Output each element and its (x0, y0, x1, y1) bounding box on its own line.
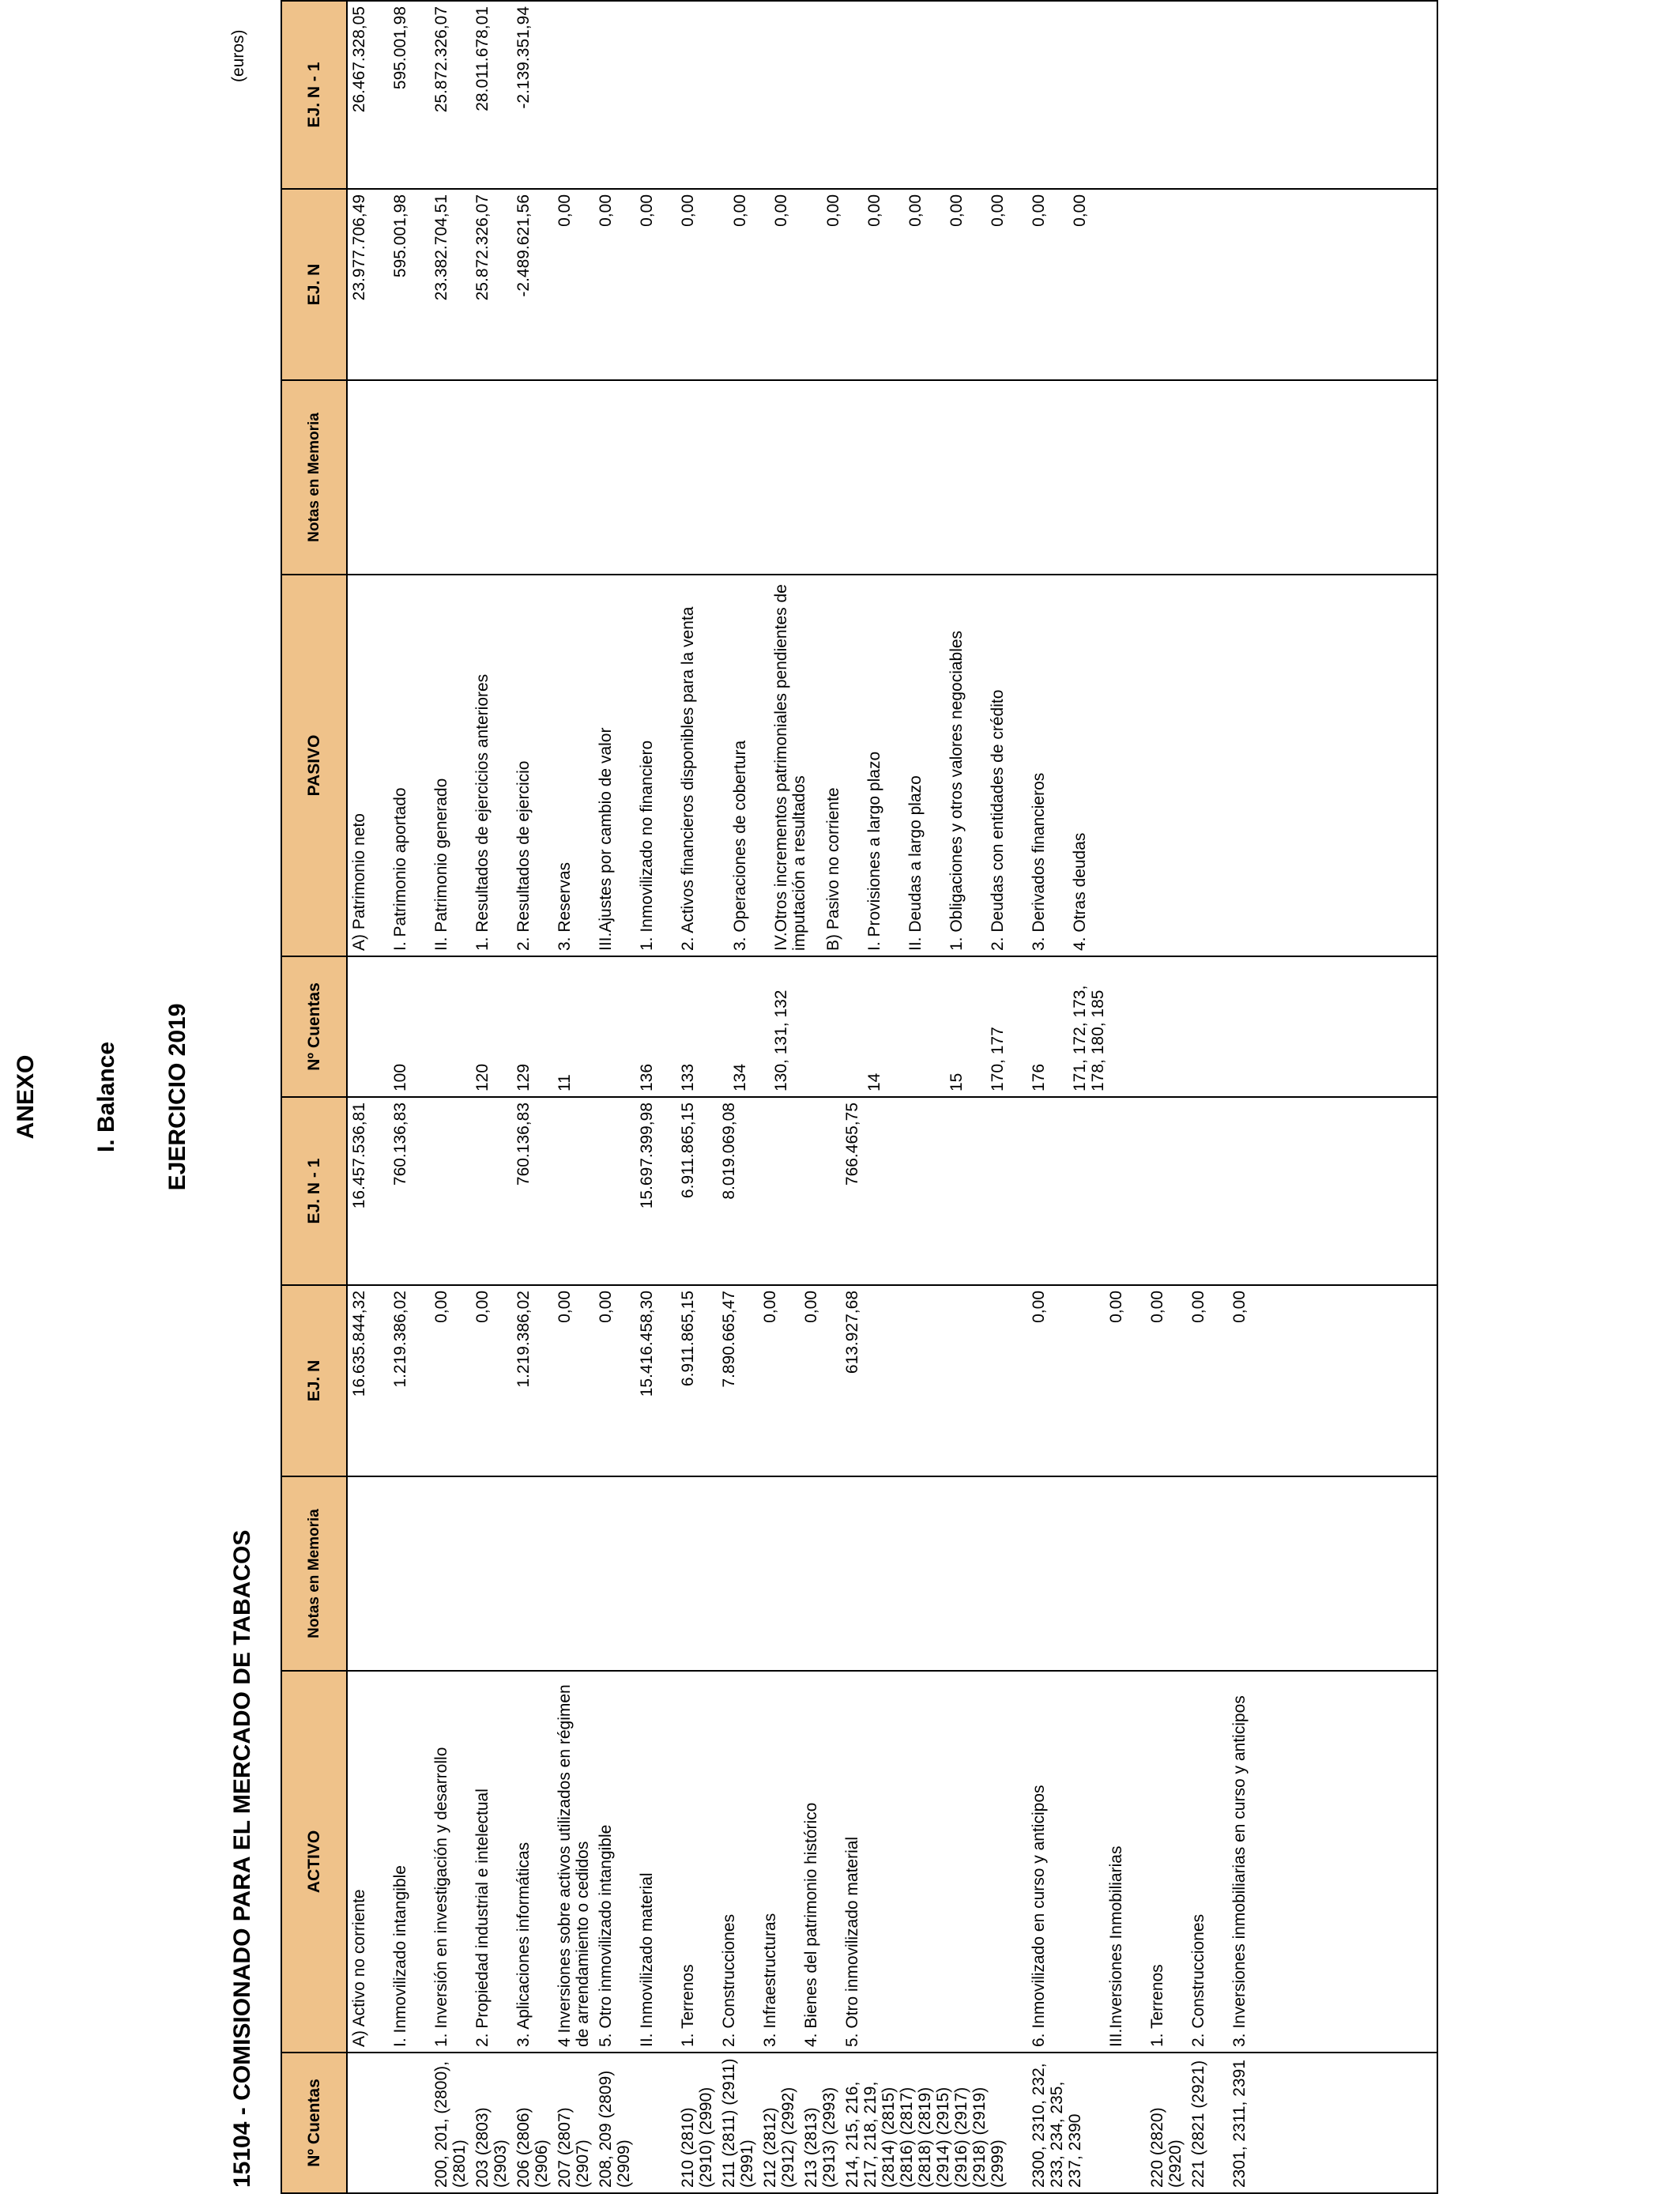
activo-notas-cell (594, 1476, 635, 1671)
activo-cuentas-cell: 200, 201, (2800), (2801) (430, 2053, 471, 2193)
pasivo-row (945, 1, 986, 1097)
pasivo-cuentas-cell: 100 (389, 956, 430, 1097)
pasivo-row (822, 1, 863, 1097)
pasivo-notas-cell (1068, 380, 1121, 575)
activo-cuentas-cell: 210 (2810) (2910) (2990) (676, 2053, 718, 2193)
activo-ej-n1-cell: 760.136,83 (512, 1097, 553, 1285)
activo-ej-n1-cell: 766.465,75 (841, 1097, 1027, 1285)
activo-ej-n1-cell: 8.019.069,08 (718, 1097, 759, 1285)
activo-cuentas-cell: 213 (2813) (2913) (2993) (800, 2053, 841, 2193)
pasivo-ej-n1-cell: -2.139.351,94 (512, 1, 553, 189)
pasivo-concepto-cell: II. Deudas a largo plazo (904, 575, 945, 956)
pasivo-concepto-cell: 3. Derivados financieros (1027, 575, 1068, 956)
activo-table (281, 1096, 1438, 2194)
pasivo-ej-n1-cell: 28.011.678,01 (471, 1, 512, 189)
pasivo-filler-row (1121, 1, 1437, 1097)
activo-cuentas-cell (1105, 2053, 1146, 2193)
pasivo-ej-n1-cell: 595.001,98 (389, 1, 430, 189)
activo-concepto-cell: 2. Propiedad industrial e intelectual (471, 1671, 512, 2053)
activo-filler-cell (1269, 1671, 1437, 2053)
pasivo-row (770, 1, 822, 1097)
pasivo-ej-n-cell: 0,00 (1068, 189, 1121, 380)
pasivo-notas-cell (729, 380, 770, 575)
activo-notas-cell (759, 1476, 800, 1671)
pasivo-row (347, 1, 389, 1097)
activo-filler-row (1269, 1097, 1437, 2193)
activo-ej-n1-cell (594, 1097, 635, 1285)
pasivo-notas-cell (904, 380, 945, 575)
activo-notas-cell (1105, 1476, 1146, 1671)
pasivo-concepto-cell: 2. Deudas con entidades de crédito (986, 575, 1027, 956)
activo-row (512, 1097, 553, 2193)
activo-cuentas-cell: 221 (2821 (2921) (1187, 2053, 1228, 2193)
pasivo-filler-cell (1121, 575, 1437, 956)
activo-concepto-cell: 5. Otro inmovilizado intangible (594, 1671, 635, 2053)
pasivo-ej-n1-cell (986, 1, 1027, 189)
activo-ej-n1-cell: 760.136,83 (389, 1097, 430, 1285)
activo-ej-n1-cell (1187, 1097, 1228, 1285)
pasivo-ej-n1-cell: 26.467.328,05 (347, 1, 389, 189)
pasivo-ej-n1-cell (822, 1, 863, 189)
activo-row (430, 1097, 471, 2193)
pasivo-concepto-cell: 2. Activos financieros disponibles para la venta (676, 575, 729, 956)
pasivo-cuentas-cell: 15 (945, 956, 986, 1097)
pasivo-notas-cell (1027, 380, 1068, 575)
pasivo-ej-n1-cell (945, 1, 986, 189)
activo-notas-cell (471, 1476, 512, 1671)
activo-notas-cell (1146, 1476, 1187, 1671)
activo-ej-n-cell: 16.635.844,32 (347, 1285, 389, 1476)
pasivo-notas-cell (945, 380, 986, 575)
pasivo-notas-cell (594, 380, 635, 575)
activo-ej-n-cell: 0,00 (553, 1285, 594, 1476)
pasivo-filler-cell (1121, 1, 1437, 189)
activo-ej-n-cell: 0,00 (1105, 1285, 1146, 1476)
activo-ej-n-cell: 0,00 (759, 1285, 800, 1476)
activo-concepto-cell: A) Activo no corriente (347, 1671, 389, 2053)
pasivo-ej-n1-cell (676, 1, 729, 189)
activo-ej-n-cell: 613.927,68 (841, 1285, 1027, 1476)
activo-header-row (281, 1097, 347, 2193)
pasivo-ej-n-cell: 23.382.704,51 (430, 189, 471, 380)
pasivo-ej-n1-cell (594, 1, 635, 189)
pasivo-concepto-cell: A) Patrimonio neto (347, 575, 389, 956)
activo-concepto-cell: 4. Bienes del patrimonio histórico (800, 1671, 841, 2053)
pasivo-cuentas-cell: 129 (512, 956, 553, 1097)
activo-ej-n-cell: 1.219.386,02 (512, 1285, 553, 1476)
pasivo-ej-n-cell: 0,00 (676, 189, 729, 380)
pasivo-cuentas-cell: 136 (635, 956, 676, 1097)
pasivo-concepto-cell: III.Ajustes por cambio de valor (594, 575, 635, 956)
pasivo-row (512, 1, 553, 1097)
activo-row (841, 1097, 1027, 2193)
activo-ej-n1-cell: 16.457.536,81 (347, 1097, 389, 1285)
activo-row (718, 1097, 759, 2193)
activo-notas-cell (718, 1476, 759, 1671)
activo-concepto-cell: 1. Inversión en investigación y desarrollo (430, 1671, 471, 2053)
pasivo-row (635, 1, 676, 1097)
activo-ej-n-cell: 15.416.458,30 (635, 1285, 676, 1476)
activo-row (800, 1097, 841, 2193)
pasivo-concepto-cell: 1. Obligaciones y otros valores negociables (945, 575, 986, 956)
activo-notas-cell (635, 1476, 676, 1671)
pasivo-filler-cell (1121, 956, 1437, 1097)
activo-row (389, 1097, 430, 2193)
pasivo-ej-n1-cell (1068, 1, 1121, 189)
activo-ej-n-cell: 6.911.865,15 (676, 1285, 718, 1476)
activo-row (759, 1097, 800, 2193)
activo-col-notas: Notas en Memoria (281, 1476, 347, 1671)
pasivo-notas-cell (347, 380, 389, 575)
activo-notas-cell (1027, 1476, 1105, 1671)
activo-concepto-cell: III.Inversiones Inmobiliarias (1105, 1671, 1146, 2053)
activo-ej-n-cell: 0,00 (1187, 1285, 1228, 1476)
activo-col-cuentas: Nº Cuentas (281, 2053, 347, 2193)
pasivo-cuentas-cell: 14 (863, 956, 904, 1097)
pasivo-col-cuentas: Nº Cuentas (281, 956, 347, 1097)
activo-cuentas-cell: 2301, 2311, 2391 (1228, 2053, 1269, 2193)
activo-ej-n1-cell (1105, 1097, 1146, 1285)
activo-notas-cell (1187, 1476, 1228, 1671)
activo-row (1228, 1097, 1269, 2193)
activo-ej-n-cell: 1.219.386,02 (389, 1285, 430, 1476)
pasivo-ej-n-cell: 0,00 (904, 189, 945, 380)
pasivo-cuentas-cell: 11 (553, 956, 594, 1097)
pasivo-cuentas-cell: 133 (676, 956, 729, 1097)
activo-notas-cell (553, 1476, 594, 1671)
pasivo-row (676, 1, 729, 1097)
pasivo-row (430, 1, 471, 1097)
activo-concepto-cell: 4 Inversiones sobre activos utilizados en régimen de arrendamiento o cedidos (553, 1671, 594, 2053)
pasivo-ej-n-cell: 0,00 (822, 189, 863, 380)
pasivo-ej-n-cell: 0,00 (1027, 189, 1068, 380)
pasivo-row (729, 1, 770, 1097)
activo-concepto-cell: 1. Terrenos (1146, 1671, 1187, 2053)
activo-ej-n-cell: 0,00 (1027, 1285, 1105, 1476)
pasivo-concepto-cell: 3. Reservas (553, 575, 594, 956)
activo-ej-n-cell: 0,00 (1146, 1285, 1187, 1476)
units-label: (euros) (229, 29, 247, 82)
pasivo-notas-cell (822, 380, 863, 575)
activo-cuentas-cell: 214, 215, 216, 217, 218, 219, (2814) (2815) (2816) (2817) (2818) (2819) (2914) (2915) (2916) (2917) (2918) (2919) (2999) (841, 2053, 1027, 2193)
activo-cuentas-cell: 206 (2806) (2906) (512, 2053, 553, 2193)
activo-cuentas-cell: 207 (2807) (2907) (553, 2053, 594, 2193)
pasivo-filler-cell (1121, 189, 1437, 380)
pasivo-cuentas-cell (347, 956, 389, 1097)
activo-filler-cell (1269, 1097, 1437, 1285)
activo-cuentas-cell: 208, 209 (2809) (2909) (594, 2053, 635, 2193)
activo-cuentas-cell: 220 (2820) (2920) (1146, 2053, 1187, 2193)
activo-filler-cell (1269, 2053, 1437, 2193)
activo-ej-n-cell: 7.890.665,47 (718, 1285, 759, 1476)
activo-concepto-cell: 3. Infraestructuras (759, 1671, 800, 2053)
activo-row (471, 1097, 512, 2193)
pasivo-col-notas: Notas en Memoria (281, 380, 347, 575)
activo-notas-cell (800, 1476, 841, 1671)
activo-concepto-cell: I. Inmovilizado intangible (389, 1671, 430, 2053)
pasivo-notas-cell (770, 380, 822, 575)
activo-notas-cell (676, 1476, 718, 1671)
activo-ej-n1-cell (759, 1097, 800, 1285)
activo-cuentas-cell: 2300, 2310, 232, 233, 234, 235, 237, 2390 (1027, 2053, 1105, 2193)
pasivo-row (1068, 1, 1121, 1097)
activo-col-concepto: ACTIVO (281, 1671, 347, 2053)
pasivo-cuentas-cell: 130, 131, 132 (770, 956, 822, 1097)
pasivo-notas-cell (635, 380, 676, 575)
pasivo-col-concepto: PASIVO (281, 575, 347, 956)
pasivo-col-ej-n1: EJ. N - 1 (281, 1, 347, 189)
pasivo-ej-n-cell: 595.001,98 (389, 189, 430, 380)
activo-row (1027, 1097, 1105, 2193)
activo-concepto-cell: 2. Construcciones (1187, 1671, 1228, 2053)
pasivo-notas-cell (471, 380, 512, 575)
pasivo-row (471, 1, 512, 1097)
pasivo-concepto-cell: II. Patrimonio generado (430, 575, 471, 956)
activo-ej-n1-cell (1027, 1097, 1105, 1285)
activo-row (553, 1097, 594, 2193)
pasivo-ej-n1-cell (729, 1, 770, 189)
activo-ej-n1-cell: 6.911.865,15 (676, 1097, 718, 1285)
activo-ej-n-cell: 0,00 (471, 1285, 512, 1476)
activo-concepto-cell: 3. Aplicaciones informáticas (512, 1671, 553, 2053)
pasivo-concepto-cell: 1. Resultados de ejercicios anteriores (471, 575, 512, 956)
pasivo-filler-cell (1121, 380, 1437, 575)
pasivo-cuentas-cell (594, 956, 635, 1097)
activo-notas-cell (512, 1476, 553, 1671)
pasivo-cuentas-cell: 170, 177 (986, 956, 1027, 1097)
pasivo-table-panel (281, 2, 1438, 1098)
pasivo-ej-n1-cell: 25.872.326,07 (430, 1, 471, 189)
activo-cuentas-cell: 203 (2803) (2903) (471, 2053, 512, 2193)
pasivo-ej-n-cell: -2.489.621,56 (512, 189, 553, 380)
activo-ej-n1-cell (1146, 1097, 1187, 1285)
pasivo-cuentas-cell: 120 (471, 956, 512, 1097)
pasivo-cuentas-cell (904, 956, 945, 1097)
activo-ej-n-cell: 0,00 (594, 1285, 635, 1476)
pasivo-cuentas-cell (430, 956, 471, 1097)
activo-col-ej-n1: EJ. N - 1 (281, 1097, 347, 1285)
activo-concepto-cell: 3. Inversiones inmobiliarias en curso y anticipos (1228, 1671, 1269, 2053)
pasivo-col-ej-n: EJ. N (281, 189, 347, 380)
activo-cuentas-cell (347, 2053, 389, 2193)
activo-ej-n1-cell (1228, 1097, 1269, 1285)
pasivo-ej-n-cell: 0,00 (986, 189, 1027, 380)
activo-row (347, 1097, 389, 2193)
activo-concepto-cell: 6. Inmovilizado en curso y anticipos (1027, 1671, 1105, 2053)
activo-cuentas-cell: 212 (2812) (2912) (2992) (759, 2053, 800, 2193)
activo-ej-n-cell: 0,00 (1228, 1285, 1269, 1476)
pasivo-cuentas-cell (822, 956, 863, 1097)
section-title: I. Balance (93, 1041, 119, 1153)
pasivo-notas-cell (553, 380, 594, 575)
activo-notas-cell (1228, 1476, 1269, 1671)
pasivo-row (1027, 1, 1068, 1097)
pasivo-row (986, 1, 1027, 1097)
pasivo-concepto-cell: I. Patrimonio aportado (389, 575, 430, 956)
activo-row (594, 1097, 635, 2193)
activo-notas-cell (841, 1476, 1027, 1671)
pasivo-ej-n-cell: 25.872.326,07 (471, 189, 512, 380)
activo-cuentas-cell (635, 2053, 676, 2193)
activo-notas-cell (430, 1476, 471, 1671)
pasivo-notas-cell (389, 380, 430, 575)
activo-filler-cell (1269, 1476, 1437, 1671)
activo-col-ej-n: EJ. N (281, 1285, 347, 1476)
pasivo-notas-cell (676, 380, 729, 575)
pasivo-concepto-cell: 4. Otras deudas (1068, 575, 1121, 956)
pasivo-notas-cell (430, 380, 471, 575)
activo-ej-n-cell: 0,00 (800, 1285, 841, 1476)
pasivo-concepto-cell: B) Pasivo no corriente (822, 575, 863, 956)
pasivo-concepto-cell: IV.Otros incrementos patrimoniales pendientes de imputación a resultados (770, 575, 822, 956)
activo-ej-n1-cell (471, 1097, 512, 1285)
pasivo-ej-n1-cell (863, 1, 904, 189)
pasivo-ej-n-cell: 0,00 (945, 189, 986, 380)
pasivo-ej-n-cell: 0,00 (594, 189, 635, 380)
pasivo-row (553, 1, 594, 1097)
pasivo-concepto-cell: 1. Inmovilizado no financiero (635, 575, 676, 956)
pasivo-table (281, 0, 1438, 1098)
activo-ej-n1-cell: 15.697.399,98 (635, 1097, 676, 1285)
pasivo-ej-n1-cell (1027, 1, 1068, 189)
pasivo-ej-n-cell: 0,00 (553, 189, 594, 380)
pasivo-concepto-cell: I. Provisiones a largo plazo (863, 575, 904, 956)
pasivo-notas-cell (986, 380, 1027, 575)
pasivo-ej-n1-cell (635, 1, 676, 189)
pasivo-header-row (281, 1, 347, 1097)
pasivo-notas-cell (512, 380, 553, 575)
activo-ej-n-cell: 0,00 (430, 1285, 471, 1476)
activo-row (1105, 1097, 1146, 2193)
pasivo-concepto-cell: 3. Operaciones de cobertura (729, 575, 770, 956)
pasivo-ej-n-cell: 0,00 (729, 189, 770, 380)
entity-name: 15104 - COMISIONADO PARA EL MERCADO DE TABACOS (229, 1529, 255, 2188)
pasivo-ej-n-cell: 0,00 (635, 189, 676, 380)
activo-cuentas-cell: 211 (2811) (2911) (2991) (718, 2053, 759, 2193)
activo-ej-n1-cell (553, 1097, 594, 1285)
pasivo-row (594, 1, 635, 1097)
pasivo-ej-n1-cell (770, 1, 822, 189)
pasivo-notas-cell (863, 380, 904, 575)
activo-notas-cell (347, 1476, 389, 1671)
activo-ej-n1-cell (430, 1097, 471, 1285)
activo-filler-cell (1269, 1285, 1437, 1476)
activo-concepto-cell: II. Inmovilizado material (635, 1671, 676, 2053)
activo-concepto-cell: 5. Otro inmovilizado material (841, 1671, 1027, 2053)
pasivo-cuentas-cell: 171, 172, 173, 178, 180, 185 (1068, 956, 1121, 1097)
activo-row (1187, 1097, 1228, 2193)
activo-concepto-cell: 2. Construcciones (718, 1671, 759, 2053)
activo-ej-n1-cell (800, 1097, 841, 1285)
pasivo-row (863, 1, 904, 1097)
pasivo-ej-n1-cell (904, 1, 945, 189)
activo-cuentas-cell (389, 2053, 430, 2193)
pasivo-ej-n-cell: 0,00 (863, 189, 904, 380)
pasivo-ej-n-cell: 0,00 (770, 189, 822, 380)
activo-row (635, 1097, 676, 2193)
pasivo-ej-n1-cell (553, 1, 594, 189)
activo-notas-cell (389, 1476, 430, 1671)
pasivo-row (389, 1, 430, 1097)
activo-row (676, 1097, 718, 2193)
annex-title: ANEXO (13, 1054, 39, 1140)
pasivo-cuentas-cell: 176 (1027, 956, 1068, 1097)
activo-table-panel (281, 1098, 1438, 2194)
pasivo-concepto-cell: 2. Resultados de ejercicio (512, 575, 553, 956)
pasivo-ej-n-cell: 23.977.706,49 (347, 189, 389, 380)
pasivo-row (904, 1, 945, 1097)
activo-row (1146, 1097, 1187, 2193)
fiscal-year-title: EJERCICIO 2019 (164, 1003, 190, 1191)
pasivo-cuentas-cell: 134 (729, 956, 770, 1097)
activo-concepto-cell: 1. Terrenos (676, 1671, 718, 2053)
